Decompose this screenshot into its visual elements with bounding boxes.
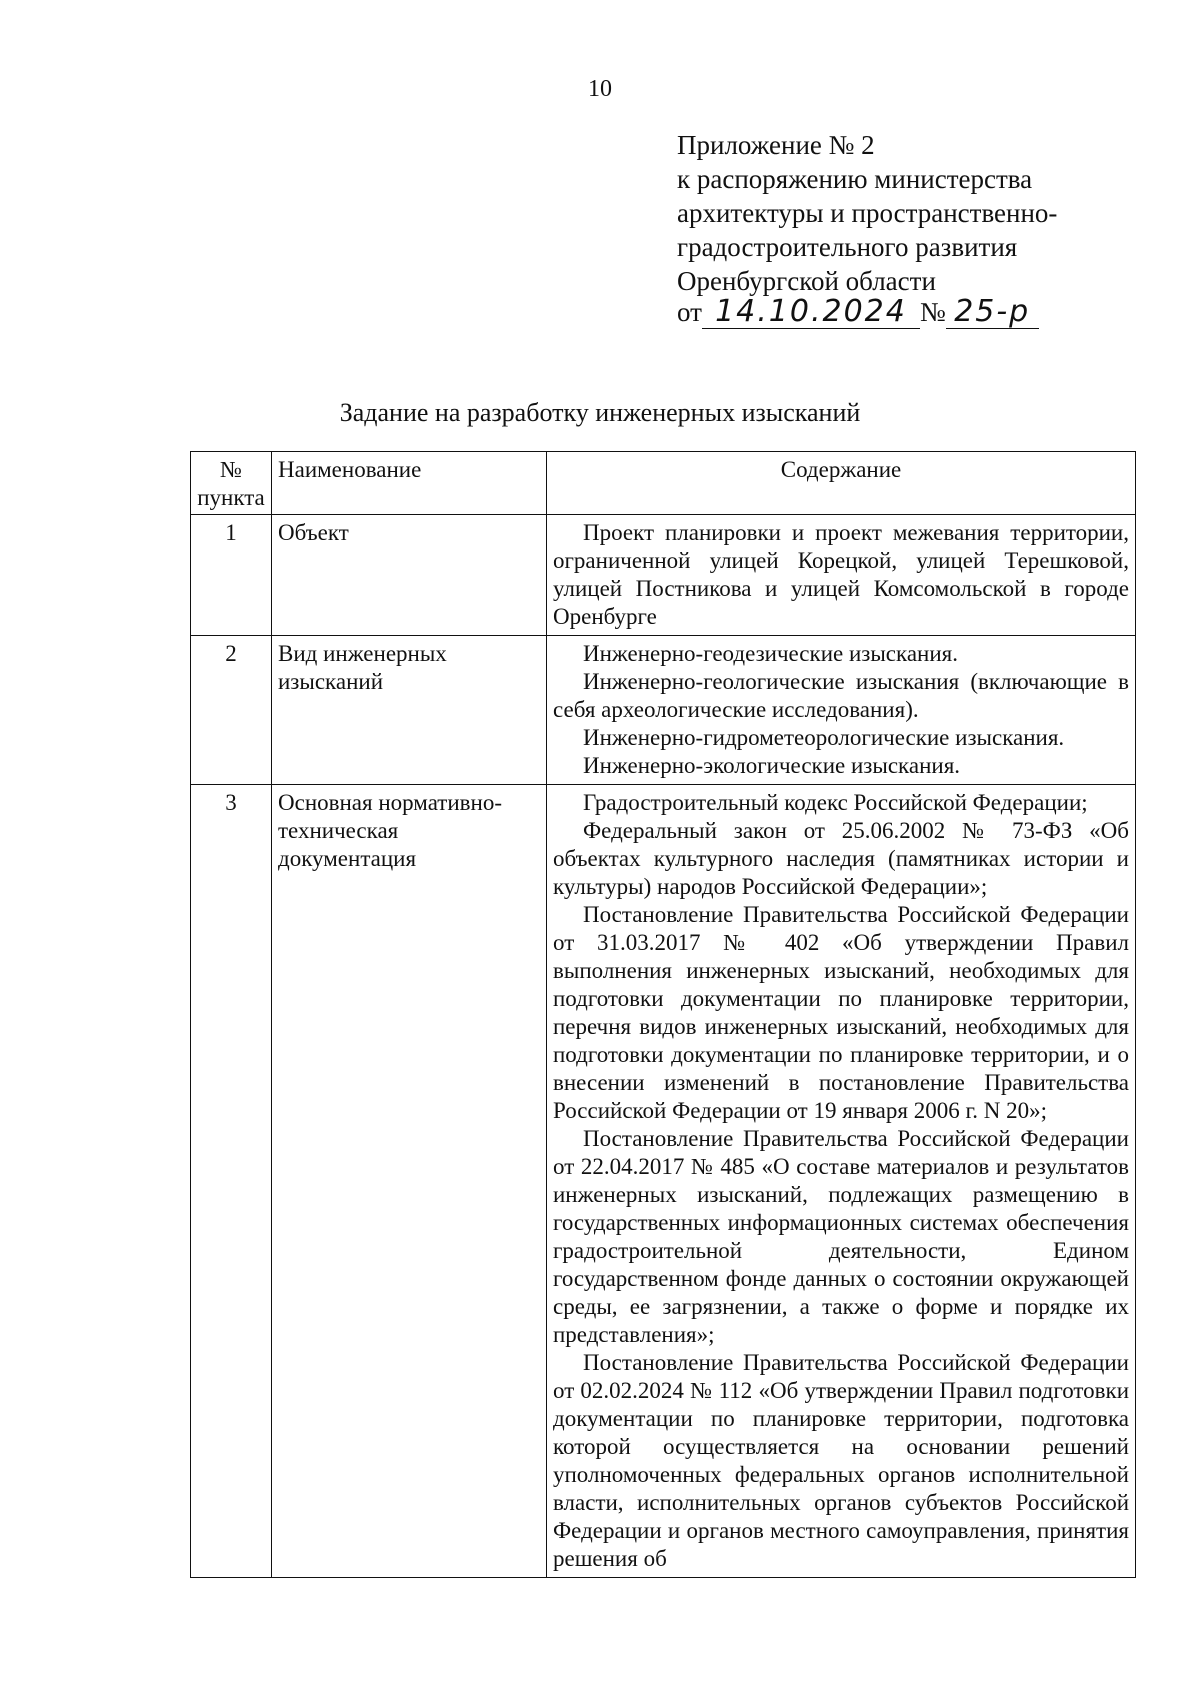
requirements-table [190,451,1136,1578]
content-paragraph: Постановление Правительства Российской Федерации от 02.02.2024 № 112 «Об утверждении Правил подготовки документации по планировке территории, подготовка которой осуществляется на основании решений уполномоченных федеральных органов исполнительной власти, исполнительных органов субъектов Российской Федерации и органов местного самоуправления, принятия решения об [553,1350,1129,1571]
appendix-line: Оренбургской области [677,266,936,296]
content-paragraph: Инженерно-гидрометеорологические изыскания. [583,725,1065,750]
document-title: Задание на разработку инженерных изысканий [339,398,861,427]
content-paragraph: Федеральный закон от 25.06.2002 № 73-ФЗ «Об объектах культурного наследия (памятниках истории и культуры) народов Российской Федерации»; [553,818,1129,899]
handwritten-date: 14.10.2024 [702,296,920,329]
row-number: 3 [191,785,272,1578]
row-name: Вид инженерных изысканий [272,636,547,785]
appendix-line: Приложение № 2 [677,130,875,160]
row-number: 2 [191,636,272,785]
table-row [191,636,1136,785]
header-content: Содержание [547,452,1136,515]
row-content [547,785,1136,1578]
page-number: 10 [588,76,612,102]
content-paragraph: Проект планировки и проект межевания территории, ограниченной улицей Корецкой, улицей Терешковой, улицей Постникова и улицей Комсомольской в городе Оренбурге [553,520,1129,629]
row-content [547,515,1136,636]
content-paragraph: Градостроительный кодекс Российской Федерации; [583,790,1088,815]
row-name: Объект [272,515,547,636]
content-paragraph: Постановление Правительства Российской Федерации от 31.03.2017 № 402 «Об утверждении Правил выполнения инженерных изысканий, необходимых для подготовки документации по планировке территории, перечня видов инженерных изысканий, необходимых для подготовки документации по планировке территории, и о внесении изменений в постановление Правительства Российской Федерации от 19 января 2006 г. N 20»; [553,902,1129,1123]
handwritten-number: 25-р [946,296,1039,329]
from-label: от [677,297,702,327]
order-date-number [677,296,1039,329]
appendix-line: градостроительного развития [677,232,1018,262]
header-number: № пункта [191,452,272,515]
header-name: Наименование [272,452,547,515]
table-row [191,515,1136,636]
content-paragraph: Инженерно-геодезические изыскания. [583,641,958,666]
content-paragraph: Инженерно-экологические изыскания. [583,753,961,778]
row-number: 1 [191,515,272,636]
table-row [191,785,1136,1578]
content-paragraph: Инженерно-геологические изыскания (включающие в себя археологические исследования). [553,669,1129,722]
row-content [547,636,1136,785]
appendix-header [677,128,1117,298]
content-paragraph: Постановление Правительства Российской Федерации от 22.04.2017 № 485 «О составе материалов и результатов инженерных изысканий, подлежащих размещению в государственных информационных системах обеспечения градостроительной деятельности, Едином государственном фонде данных о состоянии окружающей среды, ее загрязнении, а также о форме и порядке их представления»; [553,1126,1129,1347]
appendix-line: архитектуры и пространственно- [677,198,1058,228]
number-label: № [919,297,946,327]
row-name: Основная нормативно-техническая документация [272,785,547,1578]
appendix-line: к распоряжению министерства [677,164,1033,194]
table-header-row [191,452,1136,515]
